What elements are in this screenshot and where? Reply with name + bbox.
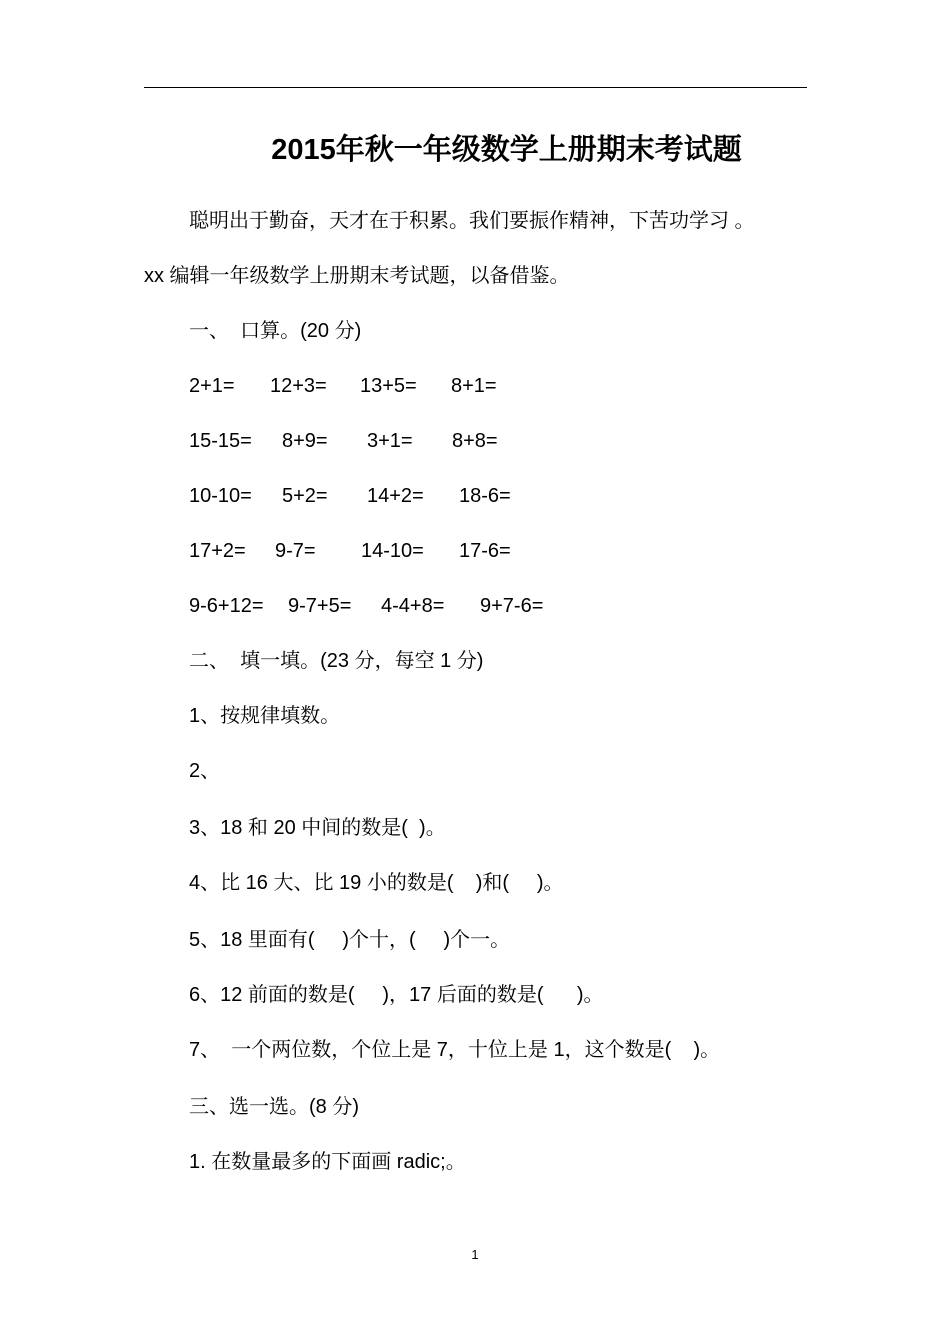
problem: 5+2= [282, 485, 328, 507]
section1-heading: 一、 口算。(20 分) [189, 320, 362, 342]
intro-line-2: xx 编辑一年级数学上册期末考试题，以备借鉴。 [144, 265, 570, 287]
problem: 15-15= [189, 430, 252, 452]
problem: 14+2= [367, 485, 424, 507]
problem: 8+1= [451, 375, 497, 397]
list-item: 1. 在数量最多的下面画 radic;。 [189, 1151, 466, 1173]
problem: 9-6+12= [189, 595, 264, 617]
problem: 9-7= [275, 540, 316, 562]
problem: 2+1= [189, 375, 235, 397]
list-item: 2、 [189, 760, 221, 782]
page-number: 1 [471, 1247, 479, 1262]
problem: 14-10= [361, 540, 424, 562]
list-item: 3、18 和 20 中间的数是( )。 [189, 817, 446, 839]
section3-heading: 三、选一选。(8 分) [189, 1096, 359, 1118]
list-item: 7、 一个两位数，个位上是 7，十位上是 1，这个数是( )。 [189, 1039, 721, 1061]
intro-line-1: 聪明出于勤奋，天才在于积累。我们要振作精神，下苦功学习 。 [189, 210, 755, 232]
header-rule [144, 87, 807, 88]
problem: 8+8= [452, 430, 498, 452]
problem: 13+5= [360, 375, 417, 397]
problem: 4-4+8= [381, 595, 445, 617]
problem: 12+3= [270, 375, 327, 397]
problem: 17-6= [459, 540, 511, 562]
document-title: 2015年秋一年级数学上册期末考试题 [271, 134, 742, 166]
list-item: 4、比 16 大、比 19 小的数是( )和( )。 [189, 872, 564, 894]
problem: 18-6= [459, 485, 511, 507]
problem: 3+1= [367, 430, 413, 452]
list-item: 1、按规律填数。 [189, 705, 341, 727]
problem: 9-7+5= [288, 595, 352, 617]
problem: 10-10= [189, 485, 252, 507]
list-item: 6、12 前面的数是( )，17 后面的数是( )。 [189, 984, 604, 1006]
problem: 9+7-6= [480, 595, 544, 617]
section2-heading: 二、 填一填。(23 分，每空 1 分) [189, 650, 484, 672]
list-item: 5、18 里面有( )个十，( )个一。 [189, 929, 511, 951]
problem: 8+9= [282, 430, 328, 452]
problem: 17+2= [189, 540, 246, 562]
